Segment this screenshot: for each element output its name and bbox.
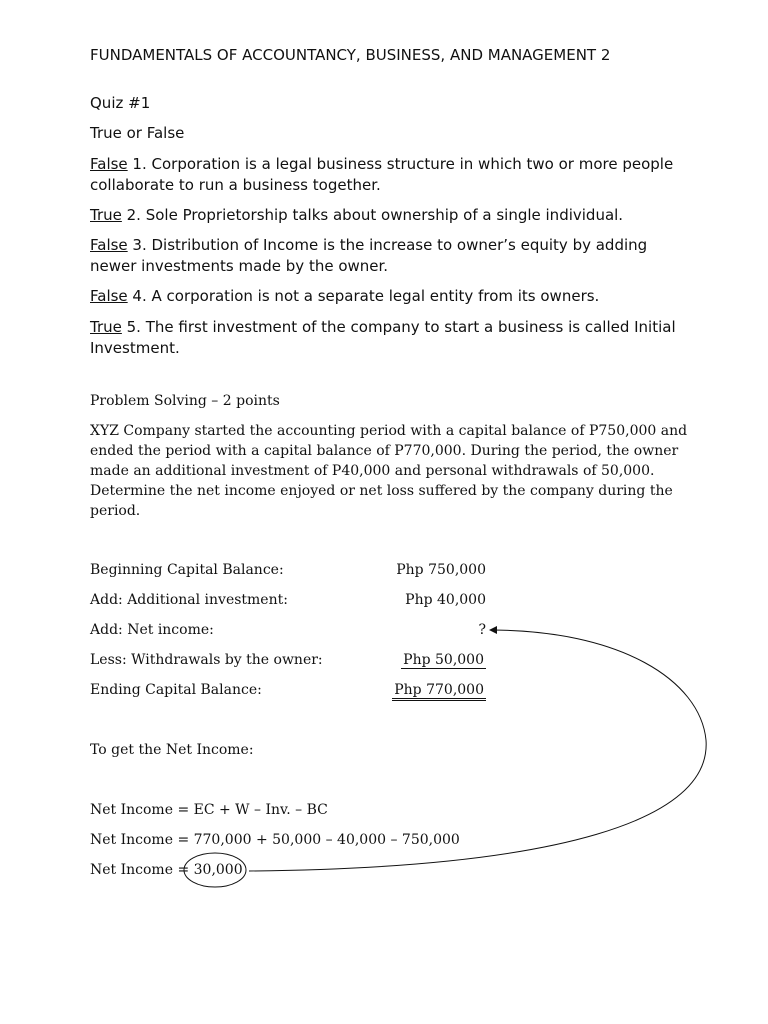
row-label-additional-investment: Add: Additional investment: [90, 592, 288, 608]
quiz-type-label: True or False [90, 124, 185, 142]
row-label-ending-capital: Ending Capital Balance: [90, 682, 262, 698]
tf-answer: False [90, 236, 128, 254]
row-label-withdrawals: Less: Withdrawals by the owner: [90, 652, 323, 668]
problem-heading: Problem Solving – 2 points [90, 393, 280, 409]
tf-question: 5. The first investment of the company to start a business is called Initial Investment. [90, 318, 676, 357]
result-prefix: Net Income = [90, 862, 194, 878]
value-text: ? [478, 622, 486, 638]
document-title: FUNDAMENTALS OF ACCOUNTANCY, BUSINESS, AND MANAGEMENT 2 [90, 46, 611, 64]
tf-answer: True [90, 206, 122, 224]
row-label-net-income: Add: Net income: [90, 622, 214, 638]
value-text: Php 770,000 [392, 682, 486, 701]
problem-statement: XYZ Company started the accounting period with a capital balance of P750,000 and ended the period with a capital balance of P770,000. During the period, the owner made an additional investment of P40,000 and personal withdrawals of 50,000. Determine the net income enjoyed or net loss suffered by the company during the period. [90, 423, 688, 519]
tf-answer: False [90, 287, 128, 305]
value-text: Php 40,000 [405, 592, 486, 608]
value-text: Php 50,000 [403, 652, 484, 668]
formula-line-1: Net Income = EC + W – Inv. – BC [90, 802, 328, 818]
tf-answer: False [90, 155, 128, 173]
tf-question: 3. Distribution of Income is the increase to owner’s equity by adding newer investments made by the owner. [90, 236, 648, 275]
row-label-beginning-capital: Beginning Capital Balance: [90, 562, 284, 578]
result-circle-annotation [184, 853, 246, 887]
formula-line-2: Net Income = 770,000 + 50,000 – 40,000 – 750,000 [90, 832, 460, 848]
net-income-instruction: To get the Net Income: [90, 742, 254, 758]
curved-arrow-annotation [249, 630, 706, 871]
value-text: Php 750,000 [396, 562, 486, 578]
tf-answer: True [90, 318, 122, 336]
quiz-heading: Quiz #1 [90, 94, 151, 112]
result-value: 30,000 [193, 862, 243, 878]
tf-question: 2. Sole Proprietorship talks about ownership of a single individual. [121, 206, 624, 224]
tf-question: 4. A corporation is not a separate legal entity from its owners. [127, 287, 600, 305]
tf-question: 1. Corporation is a legal business structure in which two or more people collaborate to run a business together. [90, 155, 674, 194]
